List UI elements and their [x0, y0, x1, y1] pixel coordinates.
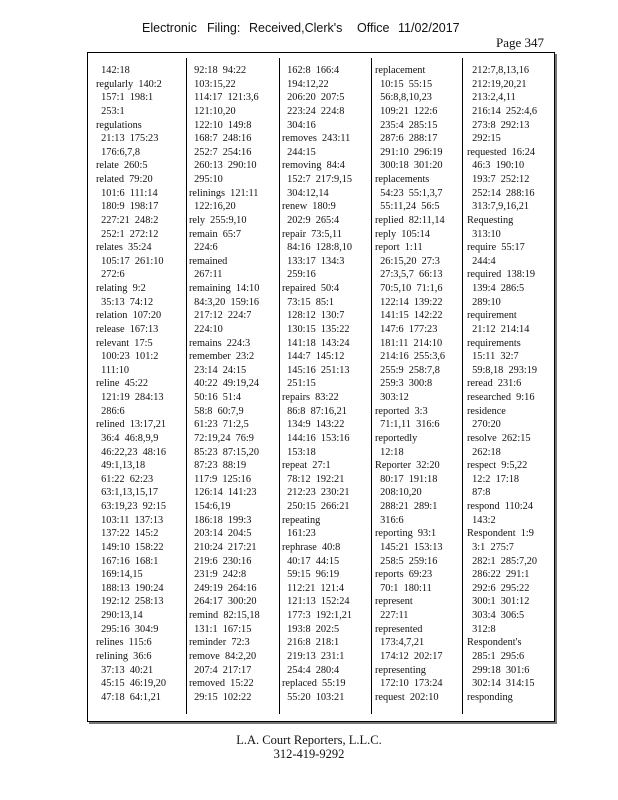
index-entry-line: 40:17 44:15 — [282, 555, 340, 567]
index-entry-line: 300:18 301:20 — [375, 160, 443, 172]
index-entry-line: 177:3 192:1,21 — [282, 610, 353, 621]
index-entry-line: 157:1 198:1 — [96, 92, 154, 104]
index-entry-line: 303:12 — [375, 392, 409, 403]
index-entry-line: 10:15 55:15 — [375, 78, 433, 90]
index-entry-line: 208:10,20 — [375, 487, 422, 499]
index-entry-line: 46:3 190:10 — [467, 160, 525, 172]
index-entry-line: 15:11 32:7 — [467, 351, 519, 363]
index-entry-line: 181:11 214:10 — [375, 337, 443, 349]
index-entry-line: 252:14 288:16 — [467, 187, 535, 199]
column-divider — [371, 58, 372, 714]
index-entry-line: 193:7 252:12 — [467, 174, 530, 185]
index-entry-line: reread 231:6 — [467, 378, 522, 390]
index-entry-line: 273:8 292:13 — [467, 119, 530, 131]
index-entry-line: reported 3:3 — [375, 405, 428, 417]
index-entry-line: 202:9 265:4 — [282, 214, 340, 226]
index-entry-line: 260:13 290:10 — [189, 160, 257, 172]
index-entry-line: 55:11,24 56:5 — [375, 201, 440, 213]
index-entry-line: 35:13 74:12 — [96, 296, 154, 308]
index-entry-line: 142:18 — [96, 65, 130, 76]
index-entry-line: repeating — [282, 514, 321, 526]
index-entry-line: 290:13,14 — [96, 610, 143, 621]
index-entry-line: repairs 83:22 — [282, 392, 339, 403]
index-entry-line: 121:10,20 — [189, 105, 236, 117]
footer-phone: 312-419-9292 — [273, 747, 345, 761]
index-entry-line: 103:11 137:13 — [96, 514, 164, 526]
index-entry-line: rely 255:9,10 — [189, 214, 247, 226]
index-entry-line: 71:1,11 316:6 — [375, 419, 440, 431]
index-entry-line: 169:14,15 — [96, 569, 143, 581]
index-entry-line: 272:6 — [96, 269, 125, 281]
index-entry-line: 109:21 122:6 — [375, 105, 438, 117]
index-entry-line: 254:4 280:4 — [282, 664, 340, 676]
index-entry-line: 133:17 134:3 — [282, 255, 345, 267]
index-entry-line: 100:23 101:2 — [96, 351, 159, 363]
index-entry-line: 12:2 17:18 — [467, 473, 520, 485]
index-entry-line: 217:12 224:7 — [189, 310, 252, 322]
index-entry-line: 291:10 296:19 — [375, 146, 443, 158]
index-entry-line: 262:18 — [467, 446, 501, 458]
index-entry-line: 253:1 — [96, 105, 125, 117]
index-entry-line: 126:14 141:23 — [189, 487, 257, 499]
index-entry-line: Respondent's — [467, 637, 522, 649]
index-entry-line: replaced 55:19 — [282, 678, 346, 690]
index-entry-line: researched 9:16 — [467, 392, 535, 403]
index-entry-line: 49:1,13,18 — [96, 460, 146, 472]
index-entry-line: 154:6,19 — [189, 501, 231, 512]
column-divider — [279, 58, 280, 714]
index-entry-line: 59:15 96:19 — [282, 569, 340, 581]
index-entry-line: 244:15 — [282, 146, 316, 158]
index-entry-line: 117:9 125:16 — [189, 473, 251, 485]
index-entry-line: 212:7,8,13,16 — [467, 65, 530, 76]
index-entry-line: 258:5 259:16 — [375, 555, 438, 567]
index-entry-line: 231:9 242:8 — [189, 569, 247, 581]
index-entry-line: 176:6,7,8 — [96, 146, 141, 158]
index-entry-line: rephrase 40:8 — [282, 541, 341, 553]
index-entry-line: 56:8,8,10,23 — [375, 92, 432, 104]
index-entry-line: 295:10 — [189, 174, 223, 185]
index-entry-line: 143:2 — [467, 514, 496, 526]
index-entry-line: 216:14 252:4,6 — [467, 105, 538, 117]
index-entry-line: remain 65:7 — [189, 228, 242, 240]
index-entry-line: 227:21 248:2 — [96, 214, 159, 226]
index-entry-line: 224:6 — [189, 242, 218, 254]
index-entry-line: 304:16 — [282, 119, 316, 131]
index-entry-line: 193:8 202:5 — [282, 623, 340, 635]
index-entry-line: request 202:10 — [375, 691, 439, 703]
index-entry-line: 188:13 190:24 — [96, 582, 164, 594]
index-entry-line: 244:4 — [467, 255, 496, 267]
index-entry-line: 47:18 64:1,21 — [96, 691, 161, 703]
index-entry-line: 87:23 88:19 — [189, 460, 247, 472]
column-divider — [186, 58, 187, 714]
index-entry-line: 292:15 — [467, 133, 501, 145]
index-entry-line: 103:15,22 — [189, 78, 236, 90]
index-entry-line: 313:7,9,16,21 — [467, 201, 530, 213]
index-entry-line: 130:15 135:22 — [282, 323, 350, 335]
index-entry-line: respect 9:5,22 — [467, 460, 528, 472]
index-entry-line: 147:6 177:23 — [375, 323, 438, 335]
index-entry-line: 287:6 288:17 — [375, 133, 438, 145]
index-entry-line: 214:16 255:3,6 — [375, 351, 446, 363]
index-column-1 — [96, 64, 166, 704]
index-column-2 — [189, 64, 260, 704]
index-entry-line: 87:8 — [467, 487, 491, 499]
index-entry-line: repaired 50:4 — [282, 283, 340, 294]
index-entry-line: 111:10 — [96, 364, 129, 376]
index-entry-line: 203:14 204:5 — [189, 528, 252, 540]
index-entry-line: relining 36:6 — [96, 650, 152, 662]
header-office: Office — [357, 21, 390, 35]
index-entry-line: remove 84:2,20 — [189, 650, 257, 662]
index-entry-line: 54:23 55:1,3,7 — [375, 187, 443, 199]
index-entry-line: 210:24 217:21 — [189, 541, 257, 553]
index-entry-line: remained — [189, 255, 228, 267]
index-entry-line: 316:6 — [375, 514, 404, 526]
index-entry-line: 286:6 — [96, 405, 125, 417]
index-entry-line: 122:16,20 — [189, 201, 236, 213]
index-entry-line: 219:6 230:16 — [189, 555, 252, 567]
index-entry-line: reportedly — [375, 432, 418, 444]
index-entry-line: 252:1 272:12 — [96, 228, 159, 240]
index-entry-line: requirements — [467, 337, 521, 349]
index-entry-line: Requesting — [467, 214, 514, 226]
index-entry-line: 186:18 199:3 — [189, 514, 252, 526]
index-entry-line: 84:3,20 159:16 — [189, 296, 260, 308]
index-entry-line: regulations — [96, 119, 142, 131]
index-entry-line: remains 224:3 — [189, 337, 251, 349]
index-entry-line: 73:15 85:1 — [282, 296, 335, 308]
index-entry-line: 122:10 149:8 — [189, 119, 252, 131]
index-entry-line: 63:19,23 92:15 — [96, 501, 167, 512]
index-entry-line: responding — [467, 691, 513, 703]
index-entry-line: 292:6 295:22 — [467, 582, 530, 594]
index-entry-line: 21:12 214:14 — [467, 323, 530, 335]
index-entry-line: 12:18 — [375, 446, 404, 458]
index-entry-line: Respondent 1:9 — [467, 528, 534, 540]
index-entry-line: represent — [375, 596, 413, 608]
index-entry-line: 149:10 158:22 — [96, 541, 164, 553]
index-entry-line: represented — [375, 623, 423, 635]
index-entry-line: 61:22 62:23 — [96, 473, 154, 485]
index-entry-line: 207:4 217:17 — [189, 664, 252, 676]
index-entry-line: 59:8,18 293:19 — [467, 364, 538, 376]
index-entry-line: relevant 17:5 — [96, 337, 153, 349]
index-entry-line: relinings 121:11 — [189, 187, 259, 199]
index-entry-line: 252:7 254:16 — [189, 146, 252, 158]
index-entry-line: 134:9 143:22 — [282, 419, 345, 431]
index-entry-line: 21:13 175:23 — [96, 133, 159, 145]
index-entry-line: 85:23 87:15,20 — [189, 446, 260, 458]
index-entry-line: 37:13 40:21 — [96, 664, 154, 676]
index-entry-line: 61:23 71:2,5 — [189, 419, 249, 431]
index-entry-line: reminder 72:3 — [189, 637, 250, 649]
index-entry-line: release 167:13 — [96, 323, 159, 335]
index-entry-line: repeat 27:1 — [282, 460, 331, 472]
index-entry-line: 192:12 258:13 — [96, 596, 164, 608]
footer-company: L.A. Court Reporters, L.L.C. — [236, 733, 382, 747]
index-entry-line: 259:3 300:8 — [375, 378, 433, 390]
index-entry-line: 144:16 153:16 — [282, 432, 350, 444]
index-entry-line: 121:13 152:24 — [282, 596, 350, 608]
index-entry-line: 139:4 286:5 — [467, 283, 525, 294]
index-entry-line: 40:22 49:19,24 — [189, 378, 260, 390]
index-entry-line: removed 15:22 — [189, 678, 254, 690]
index-entry-line: 3:1 275:7 — [467, 541, 514, 553]
index-entry-line: 153:18 — [282, 446, 316, 458]
index-entry-line: 180:9 198:17 — [96, 201, 159, 213]
index-entry-line: 299:18 301:6 — [467, 664, 530, 676]
index-entry-line: 29:15 102:22 — [189, 691, 252, 703]
index-entry-line: 285:1 295:6 — [467, 650, 525, 662]
index-entry-line: 168:7 248:16 — [189, 133, 252, 145]
index-entry-line: 122:14 139:22 — [375, 296, 443, 308]
index-entry-line: 144:7 145:12 — [282, 351, 345, 363]
index-entry-line: 270:20 — [467, 419, 501, 431]
index-entry-line: 300:1 301:12 — [467, 596, 530, 608]
index-entry-line: 302:14 314:15 — [467, 678, 535, 690]
index-entry-line: 84:16 128:8,10 — [282, 242, 353, 254]
index-entry-line: relation 107:20 — [96, 310, 162, 322]
index-entry-line: 251:15 — [282, 378, 316, 390]
index-entry-line: 313:10 — [467, 228, 501, 240]
index-entry-line: resolve 262:15 — [467, 432, 531, 444]
index-entry-line: relines 115:6 — [96, 637, 152, 649]
header-electronic: Electronic — [142, 21, 197, 35]
index-entry-line: 303:4 306:5 — [467, 610, 525, 621]
index-entry-line: relined 13:17,21 — [96, 419, 167, 431]
index-entry-line: 45:15 46:19,20 — [96, 678, 167, 690]
index-entry-line: 121:19 284:13 — [96, 392, 164, 403]
index-entry-line: 289:10 — [467, 296, 501, 308]
index-entry-line: 223:24 224:8 — [282, 105, 345, 117]
index-entry-line: 78:12 192:21 — [282, 473, 345, 485]
index-entry-line: 112:21 121:4 — [282, 582, 344, 594]
index-entry-line: 286:22 291:1 — [467, 569, 530, 581]
index-entry-line: required 138:19 — [467, 269, 536, 281]
index-entry-line: 216:8 218:1 — [282, 637, 340, 649]
index-entry-line: 114:17 121:3,6 — [189, 92, 259, 104]
index-entry-line: 145:21 153:13 — [375, 541, 443, 553]
index-entry-line: respond 110:24 — [467, 501, 533, 512]
index-entry-line: reline 45:22 — [96, 378, 149, 390]
index-entry-line: representing — [375, 664, 426, 676]
index-entry-line: renew 180:9 — [282, 201, 336, 213]
index-entry-line: 141:15 142:22 — [375, 310, 443, 322]
index-entry-line: 295:16 304:9 — [96, 623, 159, 635]
index-entry-line: relating 9:2 — [96, 283, 146, 294]
index-entry-line: requested 16:24 — [467, 146, 536, 158]
index-entry-line: 58:8 60:7,9 — [189, 405, 244, 417]
index-entry-line: 161:23 — [282, 528, 316, 540]
index-entry-line: 174:12 202:17 — [375, 650, 443, 662]
index-entry-line: 137:22 145:2 — [96, 528, 159, 540]
index-entry-line: 27:3,5,7 66:13 — [375, 269, 443, 281]
index-entry-line: reply 105:14 — [375, 228, 430, 240]
index-entry-line: 206:20 207:5 — [282, 92, 345, 104]
index-entry-line: 172:10 173:24 — [375, 678, 443, 690]
index-entry-line: 288:21 289:1 — [375, 501, 438, 512]
index-entry-line: 227:11 — [375, 610, 409, 621]
index-entry-line: 105:17 261:10 — [96, 255, 164, 267]
index-entry-line: 259:16 — [282, 269, 316, 281]
index-entry-line: 249:19 264:16 — [189, 582, 257, 594]
index-entry-line: 213:2,4,11 — [467, 92, 516, 104]
index-entry-line: 46:22,23 48:16 — [96, 446, 167, 458]
index-entry-line: 255:9 258:7,8 — [375, 364, 440, 376]
index-entry-line: Reporter 32:20 — [375, 460, 440, 472]
index-entry-line: report 1:11 — [375, 242, 423, 254]
column-divider — [462, 58, 463, 714]
index-entry-line: 101:6 111:14 — [96, 187, 158, 199]
index-entry-line: removes 243:11 — [282, 133, 351, 145]
index-entry-line: 131:1 167:15 — [189, 623, 252, 635]
index-entry-line: 80:17 191:18 — [375, 473, 438, 485]
index-entry-line: remaining 14:10 — [189, 283, 260, 294]
index-entry-line: replied 82:11,14 — [375, 214, 445, 226]
index-entry-line: 145:16 251:13 — [282, 364, 350, 376]
index-entry-line: reports 69:23 — [375, 569, 433, 581]
index-entry-line: 267:11 — [189, 269, 223, 281]
index-entry-line: repair 73:5,11 — [282, 228, 342, 240]
index-entry-line: 55:20 103:21 — [282, 691, 345, 703]
index-entry-line: 141:18 143:24 — [282, 337, 350, 349]
index-entry-line: requirement — [467, 310, 517, 322]
index-entry-line: 70:5,10 71:1,6 — [375, 283, 443, 294]
index-entry-line: remember 23:2 — [189, 351, 255, 363]
index-entry-line: 194:12,22 — [282, 78, 329, 90]
index-entry-line: removing 84:4 — [282, 160, 345, 172]
index-entry-line: 282:1 285:7,20 — [467, 555, 538, 567]
index-entry-line: 173:4,7,21 — [375, 637, 425, 649]
index-entry-line: reporting 93:1 — [375, 528, 437, 540]
index-entry-line: 50:16 51:4 — [189, 392, 242, 403]
page-number: Page 347 — [496, 35, 545, 50]
index-entry-line: 312:8 — [467, 623, 496, 635]
index-entry-line: 23:14 24:15 — [189, 364, 247, 376]
index-entry-line: relate 260:5 — [96, 160, 148, 172]
index-entry-line: 36:4 46:8,9,9 — [96, 432, 159, 444]
index-entry-line: 72:19,24 76:9 — [189, 432, 254, 444]
index-entry-line: 128:12 130:7 — [282, 310, 345, 322]
index-entry-line: 70:1 180:11 — [375, 582, 432, 594]
index-entry-line: 212:23 230:21 — [282, 487, 350, 499]
index-entry-line: 219:13 231:1 — [282, 650, 345, 662]
index-entry-line: replacement — [375, 65, 426, 76]
index-column-4 — [375, 64, 445, 704]
index-entry-line: remind 82:15,18 — [189, 610, 260, 621]
index-column-5 — [467, 64, 537, 704]
index-entry-line: 26:15,20 27:3 — [375, 255, 440, 267]
index-entry-line: 86:8 87:16,21 — [282, 405, 347, 417]
header-date: 11/02/2017 — [398, 21, 460, 35]
header-received: Received,Clerk's — [249, 21, 343, 35]
index-entry-line: 152:7 217:9,15 — [282, 174, 353, 185]
index-entry-line: 92:18 94:22 — [189, 65, 247, 76]
index-entry-line: 224:10 — [189, 323, 223, 335]
index-entry-line: relates 35:24 — [96, 242, 152, 254]
index-entry-line: 304:12,14 — [282, 187, 329, 199]
header-filing: Filing: — [207, 21, 241, 35]
index-entry-line: require 55:17 — [467, 242, 525, 254]
index-entry-line: related 79:20 — [96, 174, 153, 185]
index-entry-line: 235:4 285:15 — [375, 119, 438, 131]
index-entry-line: 162:8 166:4 — [282, 65, 340, 76]
index-entry-line: 250:15 266:21 — [282, 501, 350, 512]
index-entry-line: 63:1,13,15,17 — [96, 487, 159, 499]
index-entry-line: 264:17 300:20 — [189, 596, 257, 608]
index-entry-line: residence — [467, 405, 506, 417]
index-column-3 — [282, 64, 352, 704]
index-entry-line: 212:19,20,21 — [467, 78, 527, 90]
index-entry-line: 167:16 168:1 — [96, 555, 159, 567]
index-entry-line: regularly 140:2 — [96, 78, 162, 90]
index-entry-line: replacements — [375, 174, 430, 185]
